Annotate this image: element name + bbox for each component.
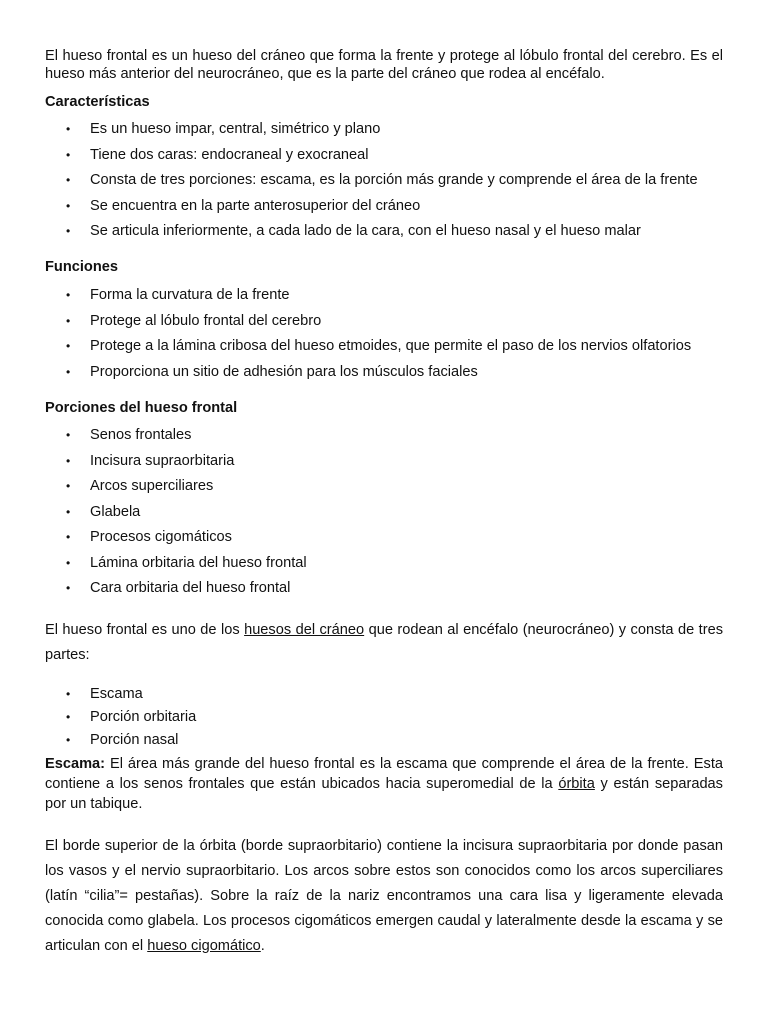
bullet-icon: • [66, 581, 71, 595]
list-item: • Se articula inferiormente, a cada lado de la cara, con el hueso nasal y el hueso malar [66, 223, 641, 239]
list-item: • Senos frontales [66, 427, 192, 443]
escama-label: Escama: [45, 756, 106, 772]
caracteristicas-heading: Características [45, 94, 150, 110]
porciones-heading: Porciones del hueso frontal [45, 400, 238, 416]
bullet-icon: • [66, 122, 71, 136]
bullet-icon: • [66, 733, 71, 747]
partes-paragraph: El hueso frontal es uno de los huesos del cráneo que rodean al encéfalo (neurocráneo) y consta de tres partes: [45, 622, 724, 663]
list-item: • Procesos cigomáticos [66, 529, 232, 545]
bullet-icon: • [66, 479, 71, 493]
list-item: • Porción orbitaria [66, 709, 197, 725]
list-item: • Protege al lóbulo frontal del cerebro [66, 312, 322, 329]
funciones-list [45, 286, 723, 381]
list-item: • Escama [66, 686, 143, 702]
partes-list [45, 685, 723, 749]
orbita-link[interactable]: órbita [558, 776, 595, 792]
bullet-icon: • [66, 339, 71, 353]
intro-text: El hueso frontal es un hueso del cráneo que forma la frente y protege al lóbulo frontal del cerebro. Es el hueso más anterior del neurocráneo, que es la parte del cráneo que rodea al encéfalo. [45, 48, 723, 82]
funciones-heading: Funciones [45, 259, 118, 275]
bullet-icon: • [66, 530, 71, 544]
list-item: • Se encuentra en la parte anterosuperior del cráneo [66, 197, 421, 214]
bullet-icon: • [66, 504, 71, 519]
list-item: • Arcos superciliares [66, 478, 214, 494]
hueso-cigomatico-link[interactable]: hueso cigomático [147, 938, 261, 954]
list-item: • Tiene dos caras: endocraneal y exocraneal [66, 146, 369, 163]
borde-paragraph: El borde superior de la órbita (borde supraorbitario) contiene la incisura supraorbitaria por donde pasan los vasos y el nervio supraorbitario. Los arcos sobre estos son conocidos como los arcos superciliares (latín “cilia”= pestañas). Sobre la raíz de la nariz encontramos una cara lisa y ligeramente elevada conocida como glabela. Los procesos cigomáticos emergen caudal y lateralmente desde la escama y se articulan con el hueso cigomático. [45, 838, 723, 954]
bullet-icon: • [66, 555, 71, 570]
bullet-icon: • [66, 173, 71, 187]
bullet-icon: • [66, 147, 71, 162]
list-item: • Proporciona un sitio de adhesión para los músculos faciales [66, 363, 478, 380]
bullet-icon: • [66, 710, 71, 724]
escama-paragraph: Escama: El área más grande del hueso frontal es la escama que comprende el área de la frente. Esta contiene a los senos frontales que están ubicados hacia superomedial de la órbita y están separadas por un tabique. [45, 756, 723, 812]
huesos-del-craneo-link[interactable]: huesos del cráneo [244, 622, 365, 638]
list-item: • Glabela [66, 503, 141, 520]
bullet-icon: • [66, 198, 71, 213]
list-item: • Forma la curvatura de la frente [66, 287, 290, 303]
bullet-icon: • [66, 364, 71, 379]
list-item: • Es un hueso impar, central, simétrico y plano [66, 121, 381, 137]
list-item: • Porción nasal [66, 732, 179, 748]
bullet-icon: • [66, 313, 71, 328]
list-item: • Lámina orbitaria del hueso frontal [66, 554, 307, 571]
list-item: • Cara orbitaria del hueso frontal [66, 580, 291, 596]
list-item: • Incisura supraorbitaria [66, 452, 235, 469]
intro-paragraph [45, 47, 723, 83]
bullet-icon: • [66, 428, 71, 442]
caracteristicas-list [45, 120, 723, 240]
list-item: • Protege a la lámina cribosa del hueso etmoides, que permite el paso de los nervios olfatorios [66, 338, 692, 354]
porciones-list [45, 426, 723, 597]
bullet-icon: • [66, 453, 71, 468]
list-item: • Consta de tres porciones: escama, es la porción más grande y comprende el área de la frente [66, 172, 698, 188]
bullet-icon: • [66, 224, 71, 238]
bullet-icon: • [66, 288, 71, 302]
bullet-icon: • [66, 687, 71, 701]
